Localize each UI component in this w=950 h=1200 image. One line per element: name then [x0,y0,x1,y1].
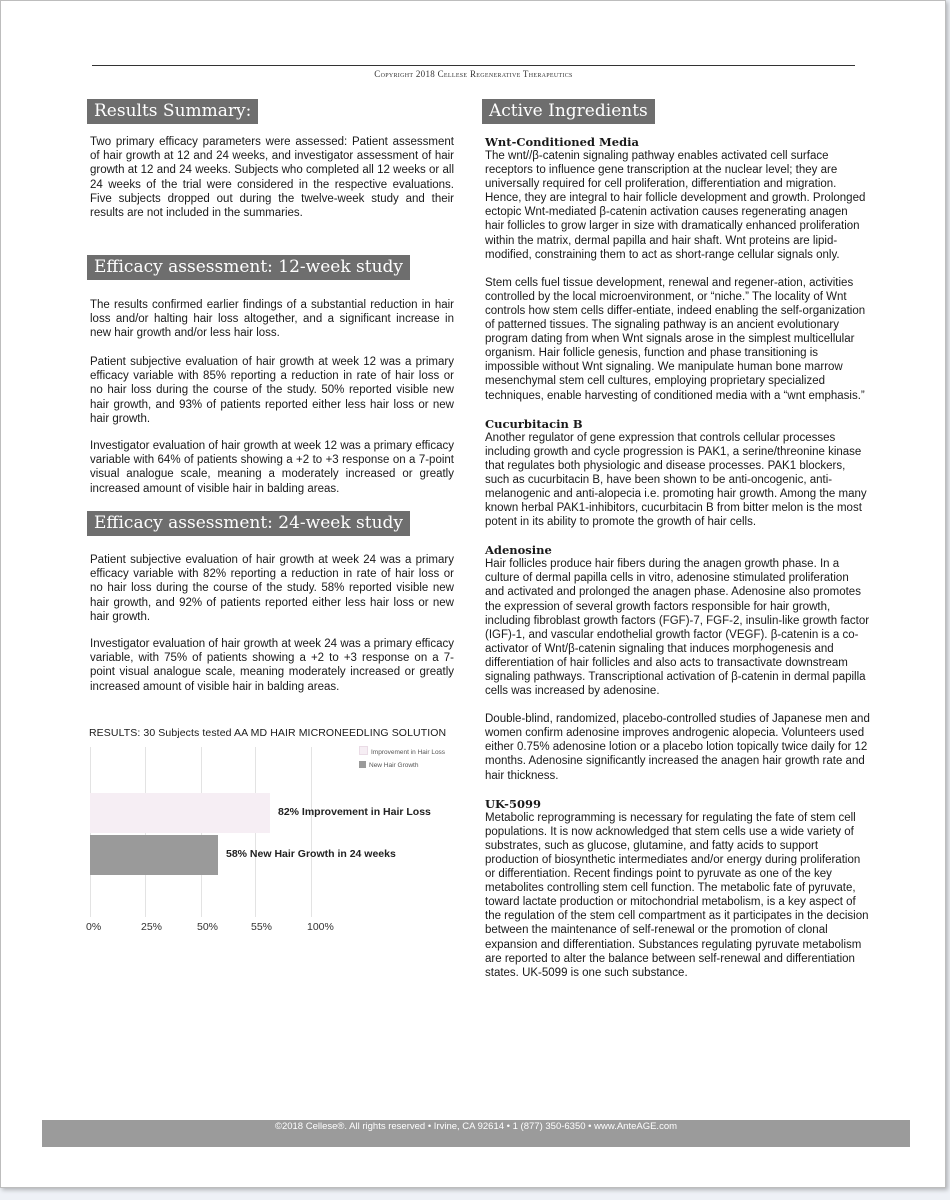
active-ingredients-column [485,135,870,980]
week24-paragraph-2: Investigator evaluation of hair growth at week 24 was a primary efficacy variable, with 75% of patients showing a +2 to +3 response on a 7-point visual analogue scale, meaning moderately increased or greatly increased amount of visible hair in balding areas. [90,638,454,693]
week12-heading: Efficacy assessment: 12-week study [87,255,410,280]
bar-new-hair-growth [90,835,218,875]
adenosine-paragraph-2: Double-blind, randomized, placebo-controlled studies of Japanese men and women confirm adenosine improves androgenic alopecia. Volunteers used either 0.75% adenosine lotion or a placebo lotion topically twice daily for 12 months. Adenosine significantly increased the anagen hair growth rate and hair thickness. [485,713,870,782]
cucurbitacin-section [485,417,870,530]
uk5099-paragraph: Metabolic reprogramming is necessary for regulating the fate of stem cell populations. It is now acknowledged that stem cells use a wide variety of substrates, such as glucose, glutamine, and fatty acids to support production of biosynthetic intermediates and/or energy during proliferation or differentiation. Recent findings point to pyruvate as one of the key metabolites controlling stem cell function. The metabolic fate of pyruvate, toward lactate production or mitochondrial metabolism, is a key aspect of the regulation of the stem cell compartment as it participates in the decision between the maintenance of self-renewal or the promotion of clonal expansion and differentiation. Substances regulating pyruvate metabolism are reported to alter the balance between self-renewal and differentiation states. UK-5099 is one such substance. [485,811,869,979]
bar-label: 58% New Hair Growth in 24 weeks [226,848,396,860]
week12-paragraph-1: The results confirmed earlier findings of a substantial reduction in hair loss and/or halting hair loss altogether, and a significant increase in new hair growth and/or less hair loss. [90,299,454,340]
wnt-paragraph-1: The wnt//β-catenin signaling pathway enables activated cell surface receptors to influence gene transcription at the nuclear level; they are universally required for cell proliferation, differentiation and migration. Hence, they are integral to hair follicle development and growth. Prolonged ectopic Wnt-mediated β-catenin activation causes regenerating anagen hair follicles to grow larger in size with dramatically enhanced proliferation within the matrix, dermal papilla and hair shaft. Wnt proteins are lipid-modified, constraining them to act as short-range cellular signals only. [485,150,866,261]
results-summary-text: Two primary efficacy parameters were assessed: Patient assessment of hair growth at 12 and 24 weeks, and investigator assessment of hair growth at 12 and 24 weeks. Subjects who completed all 12 weeks or all 24 weeks of the trial were considered in the respective evaluations. Five subjects dropped out during the twelve-week study and their results are not included in the summaries. [90,136,454,220]
adenosine-section [485,543,870,782]
adenosine-title: Adenosine [485,543,552,558]
bar-label: 82% Improvement in Hair Loss [278,806,431,818]
legend-swatch [359,746,368,755]
grid-line [311,747,312,917]
adenosine-paragraph-1: Hair follicles produce hair fibers during the anagen growth phase. In a culture of dermal papilla cells in vitro, adenosine stimulated proliferation and activated and prolonged the anagen phase. Adenosine also promotes the expression of several growth factors responsible for hair growth, including fibroblast growth factors (FGF)-7, FGF-2, insulin-like growth factor (IGF)-1, and vascular endothelial growth factor (VEGF). β-catenin is a co-activator of Wnt/β-catenin signaling that induces morphogenesis and differentiation of hair follicles and also acts to transactivate downstream signaling pathways. Transcriptional activation of β-catenin in dermal papilla cells was increased by adenosine. [485,558,870,698]
legend-swatch [359,761,366,768]
week12-paragraph-3: Investigator evaluation of hair growth at week 12 was a primary efficacy variable with 64% of patients showing a +2 to +3 response on a 7-point visual analogue scale, meaning a moderately increased or greatly increased amount of visible hair in balding areas. [90,440,454,495]
results-summary-heading: Results Summary: [87,99,258,124]
legend-label: Improvement in Hair Loss [371,749,446,756]
wnt-section [485,135,870,403]
week24-heading: Efficacy assessment: 24-week study [87,511,410,536]
legend-item [359,761,418,769]
active-ingredients-heading: Active Ingredients [482,99,655,124]
bar-improvement-in-hair-loss [90,793,270,833]
chart-title: RESULTS: 30 Subjects tested AA MD HAIR MICRONEEDLING SOLUTION [89,727,447,739]
x-tick-label: 100% [307,921,334,933]
copyright-line: Copyright 2018 Cellese Regenerative Therapeutics [374,69,573,79]
results-bar-chart [87,725,467,945]
wnt-title: Wnt-Conditioned Media [485,135,639,149]
legend-item [359,746,445,756]
x-tick-label: 0% [86,921,102,933]
cucurbitacin-title: Cucurbitacin B [485,416,583,431]
cucurbitacin-paragraph: Another regulator of gene expression that controls cellular processes including growth and cycle progression is PAK1, a serine/threonine kinase that regulates both physiologic and disease processes. PAK1 blockers, such as cucurbitacin B, have been shown to be anti-oncogenic, anti-melanogenic and anti-alopecia i.e. promoting hair growth. Among the many known herbal PAK1-inhibitors, cucurbitacin B from bitter melon is the most potent in its ability to promote the growth of hair cells. [485,431,867,529]
x-tick-label: 25% [141,921,163,933]
x-tick-label: 55% [251,921,273,933]
wnt-paragraph-2: Stem cells fuel tissue development, renewal and regener-ation, activities controlled by the local microenvironment, or “niche.” The locality of Wnt controls how stem cells differ-entiate, indeed enabling the self-organization of patterned tissues. The signaling pathway is an ancient evolutionary program dating from when Wnt signals arose in the simplest multicellular organism. Hair follicle genesis, function and phase transitioning is impossible without Wnt signaling. We manipulate human bone marrow mesenchymal stem cell cultures, employing proprietary specialized techniques, enable harvesting of conditioned media with a “wnt emphasis.” [485,276,866,402]
header-rule [92,65,855,66]
legend-label: New Hair Growth [369,762,419,769]
week24-paragraph-1: Patient subjective evaluation of hair growth at week 24 was a primary efficacy variable with 82% reporting a reduction in rate of hair loss or no hair loss during the course of the study. 58% reported visible new hair growth, and 92% of patients reported either less hair loss or new hair growth. [90,554,454,623]
week12-paragraph-2: Patient subjective evaluation of hair growth at week 12 was a primary efficacy variable with 85% reporting a reduction in rate of hair loss or no hair loss during the course of the study. 50% reported visible new hair growth, and 93% of patients reported either less hair loss or new hair growth. [90,356,454,425]
page-footer: ©2018 Cellese®. All rights reserved • Irvine, CA 92614 • 1 (877) 350-6350 • www.AnteAGE.com [42,1120,910,1147]
uk5099-title: UK-5099 [485,796,541,811]
uk5099-section [485,797,870,980]
x-tick-label: 50% [197,921,219,933]
